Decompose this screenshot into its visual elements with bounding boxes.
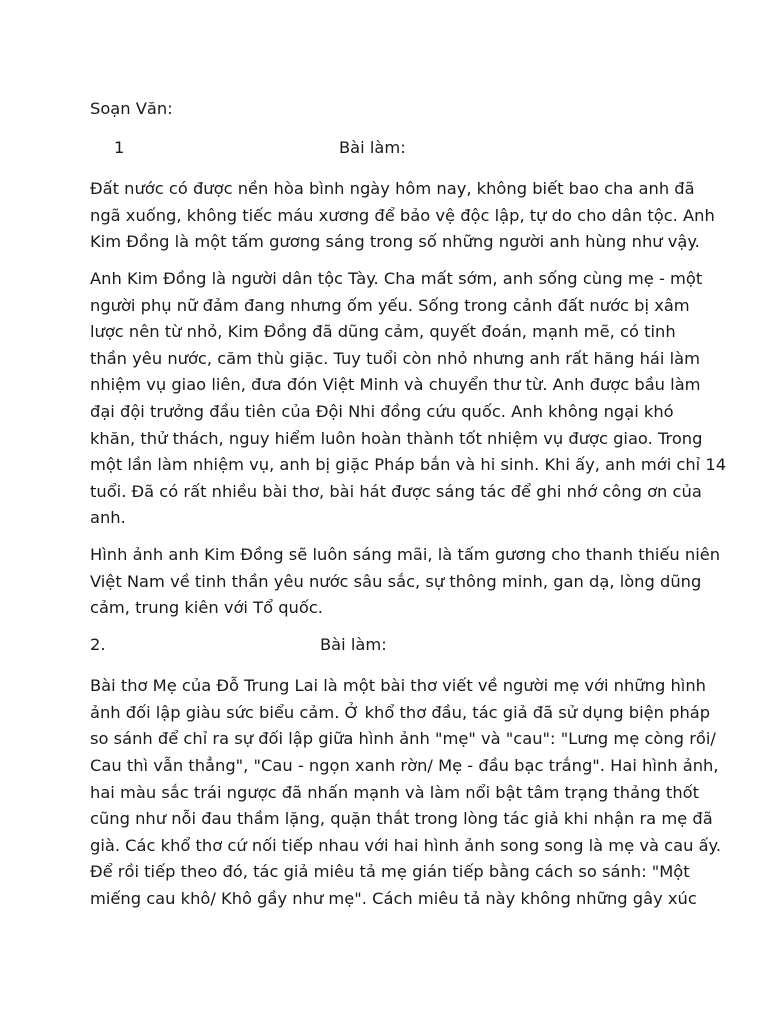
paragraph-line: Việt Nam về tinh thần yêu nước sâu sắc, sự thông minh, gan dạ, lòng dũng [90,571,702,591]
paragraph [90,673,722,912]
paragraph-line: Kim Đồng là một tấm gương sáng trong số những người anh hùng như vậy. [90,232,700,252]
paragraph-line: đại đội trưởng đầu tiên của Đội Nhi đồng cứu quốc. Anh không ngại khó [90,401,674,421]
section-2-label: Bài làm: [320,634,387,654]
paragraph-line: so sánh để chỉ ra sự đối lập giữa hình ảnh "mẹ" và "cau": "Lưng mẹ còng rồi/ [90,729,716,749]
section-1-number: 1 [114,137,125,157]
paragraph-line: cảm, trung kiên với Tổ quốc. [90,598,323,618]
paragraph [90,266,727,532]
paragraph-line: Cau thì vẫn thẳng", "Cau - ngọn xanh rờn/ Mẹ - đầu bạc trắng". Hai hình ảnh, [90,756,719,776]
document-body [90,96,727,923]
paragraph-line: người phụ nữ đảm đang nhưng ốm yếu. Sống trong cảnh đất nước bị xâm [90,295,690,315]
section-2-heading [90,632,685,659]
section-1-label: Bài làm: [339,137,406,157]
paragraph-line: ảnh đối lập giàu sức biểu cảm. Ở khổ thơ đầu, tác giả đã sử dụng biện pháp [90,702,711,722]
paragraph-line: anh. [90,508,126,528]
paragraph-line: hai màu sắc trái ngược đã nhấn mạnh và làm nổi bật tâm trạng thảng thốt [90,782,699,802]
document-title: Soạn Văn: [90,99,173,118]
paragraph-line: Để rồi tiếp theo đó, tác giả miêu tả mẹ gián tiếp bằng cách so sánh: "Một [90,862,690,882]
paragraph-line: một lần làm nhiệm vụ, anh bị giặc Pháp bắn và hi sinh. Khi ấy, anh mới chỉ 14 [90,455,727,475]
paragraph-line: cũng như nỗi đau thầm lặng, quặn thắt trong lòng tác giả khi nhận ra mẹ đã [90,809,713,829]
paragraph-line: Đất nước có được nền hòa bình ngày hôm nay, không biết bao cha anh đã [90,179,695,199]
section-1-paragraphs [90,176,727,622]
paragraph [90,542,721,622]
paragraph-line: lược nên từ nhỏ, Kim Đồng đã dũng cảm, quyết đoán, mạnh mẽ, có tinh [90,322,676,342]
paragraph-line: già. Các khổ thơ cứ nối tiếp nhau với hai hình ảnh song song là mẹ và cau ấy. [90,835,722,855]
section-2-paragraphs [90,673,722,912]
paragraph [90,176,715,256]
section-1-heading [90,135,685,162]
section-2-number: 2. [90,634,106,654]
paragraph-line: Anh Kim Đồng là người dân tộc Tày. Cha mất sớm, anh sống cùng mẹ - một [90,268,703,288]
paragraph-line: Bài thơ Mẹ của Đỗ Trung Lai là một bài thơ viết về người mẹ với những hình [90,676,706,696]
paragraph-line: tuổi. Đã có rất nhiều bài thơ, bài hát được sáng tác để ghi nhớ công ơn của [90,481,702,501]
paragraph-line: ngã xuống, không tiếc máu xương để bảo vệ độc lập, tự do cho dân tộc. Anh [90,205,715,225]
paragraph-line: nhiệm vụ giao liên, đưa đón Việt Minh và chuyển thư từ. Anh được bầu làm [90,375,701,395]
paragraph-line: Hình ảnh anh Kim Đồng sẽ luôn sáng mãi, là tấm gương cho thanh thiếu niên [90,544,721,564]
paragraph-line: khăn, thử thách, nguy hiểm luôn hoàn thành tốt nhiệm vụ được giao. Trong [90,428,703,448]
paragraph-line: thần yêu nước, căm thù giặc. Tuy tuổi còn nhỏ nhưng anh rất hăng hái làm [90,348,700,368]
paragraph-line: miếng cau khô/ Khô gầy như mẹ". Cách miêu tả này không những gây xúc [90,889,697,909]
